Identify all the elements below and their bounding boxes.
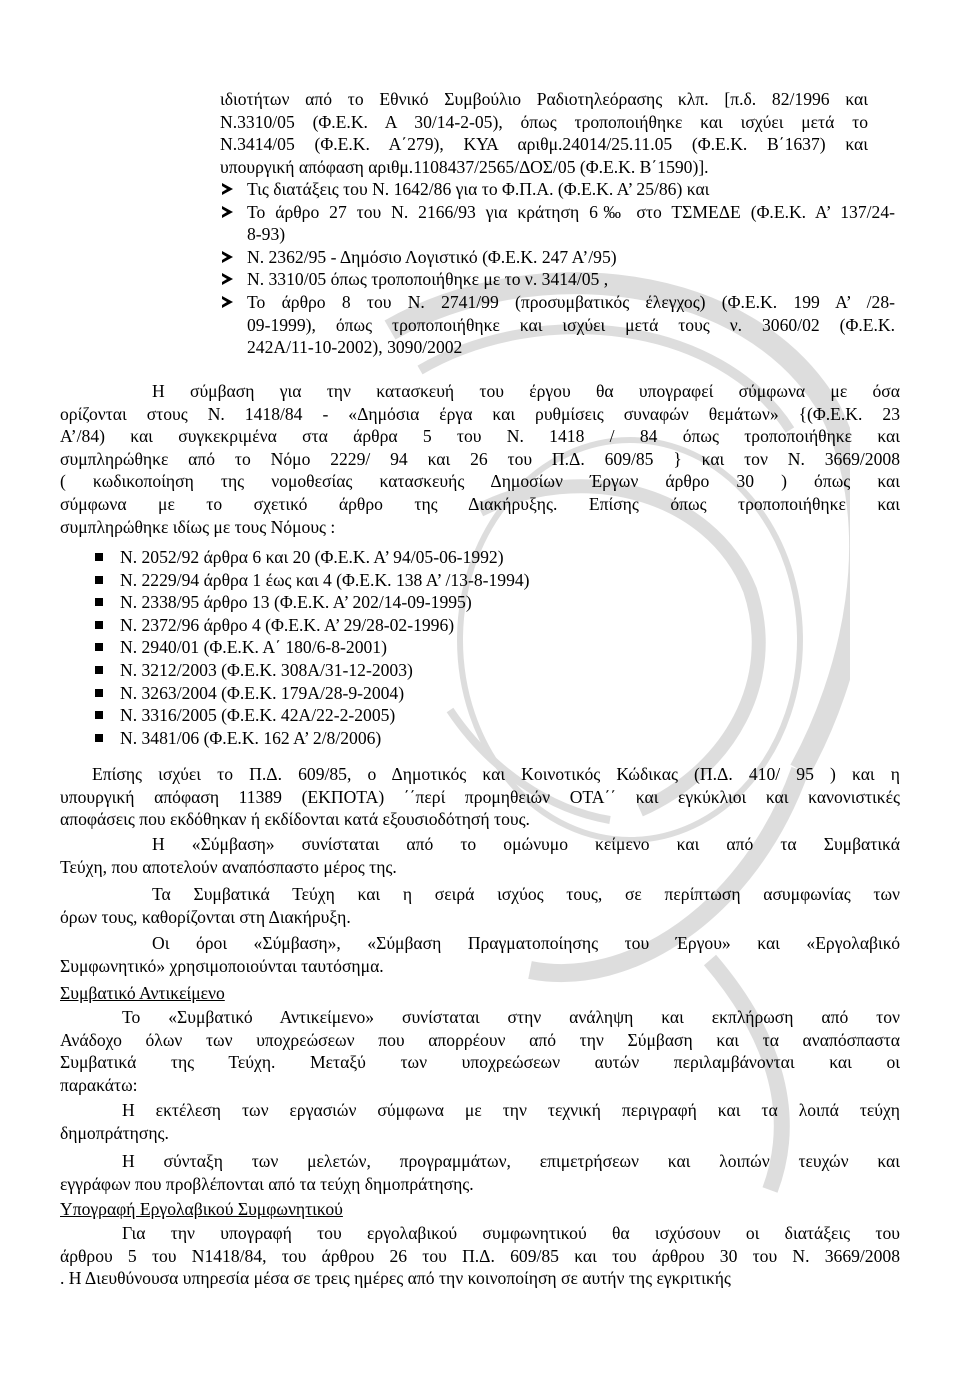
arrow-bullet-icon — [222, 183, 233, 195]
square-bullet-icon — [95, 689, 103, 697]
square-bullet-icon — [95, 643, 103, 651]
section-heading-object: Συμβατικό Αντικείμενο — [60, 983, 225, 1003]
terms-para-line: Συμφωνητικό» χρησιμοποιούνται ταυτόσημα. — [60, 955, 384, 976]
also-para-line: Επίσης ισχύει το Π.Δ. 609/85, ο Δημοτικός και Κοινοτικός Κώδικας (Π.Δ. 410/ 95 ) και η — [92, 764, 900, 784]
arrow-item-line: Το άρθρο 8 του Ν. 2741/99 (προσυμβατικός έλεγχος) (Φ.Ε.Κ. 199 Α’ /28- — [247, 292, 895, 312]
contract-para-line: ορίζονται στους Ν. 1418/84 - «Δημόσια έργα και ρυθμίσεις συναφών θεμάτων» {(Φ.Ε.Κ. 23 — [60, 403, 900, 424]
law-item: Ν. 3263/2004 (Φ.Ε.Κ. 179Α/28-9-2004) — [120, 682, 405, 703]
study-para-line: Η σύνταξη των μελετών, προγραμμάτων, επιμετρήσεων και λοιπών τευχών και — [122, 1151, 900, 1171]
object-para-line: παρακάτω: — [60, 1074, 138, 1095]
square-bullet-icon — [95, 711, 103, 719]
also-para-line: αποφάσεις που εκδόθηκαν ή εκδίδονται κατά εξουσιοδότησή τους. — [60, 809, 530, 830]
contract-para-line: Η σύμβαση για την κατασκευή του έργου θα υπογραφεί σύμφωνα με όσα — [152, 381, 900, 401]
exec-para-line: Η εκτέλεση των εργασιών σύμφωνα με την τεχνική περιγραφή και τα λοιπά τεύχη — [122, 1100, 900, 1120]
law-item: Ν. 2338/95 άρθρο 13 (Φ.Ε.Κ. Α’ 202/14-09-1995) — [120, 592, 472, 613]
section-heading-signature: Υπογραφή Εργολαβικού Συμφωνητικού — [60, 1199, 343, 1219]
contract-para-line: συμπληρώθηκε ιδίως με τους Νόμους : — [60, 516, 336, 537]
arrow-bullet-icon — [222, 296, 233, 308]
teuxi-para-line: Τα Συμβατικά Τεύχη και η σειρά ισχύος τους, σε περίπτωση ασυμφωνίας των — [152, 884, 900, 904]
law-item: Ν. 2229/94 άρθρα 1 έως και 4 (Φ.Ε.Κ. 138 Α’ /13-8-1994) — [120, 569, 530, 590]
arrow-bullet-icon — [222, 251, 233, 263]
arrow-item-line: Τις διατάξεις του Ν. 1642/86 για το Φ.Π.Α. (Φ.Ε.Κ. Α’ 25/86) και — [247, 179, 710, 199]
symvasi-para-line: Τεύχη, που αποτελούν αναπόσπαστο μέρος της. — [60, 856, 397, 877]
study-para-line: εγγράφων που προβλέπονται από τα τεύχη δημοπράτησης. — [60, 1173, 474, 1194]
exec-para-line: δημοπράτησης. — [60, 1122, 169, 1143]
arrow-item-line: Το άρθρο 27 του Ν. 2166/93 για κράτηση 6‰ στο ΤΣΜΕΔΕ (Φ.Ε.Κ. Α’ 137/24- — [247, 201, 895, 222]
sign-para-line: άρθρου 5 του Ν1418/84, του άρθρου 26 του Π.Δ. 609/85 και του άρθρου 30 του Ν. 3669/2008 — [60, 1245, 900, 1266]
teuxi-para-line: όρων τους, καθορίζονται στη Διακήρυξη. — [60, 906, 351, 927]
contract-para-line: ( κωδικοποίηση της νομοθεσίας κατασκευής Δημοσίων Έργων άρθρο 30 ) όπως και — [60, 471, 900, 492]
intro-line: Ν.3310/05 (Φ.Ε.Κ. Α 30/14-2-05), όπως τροποποιήθηκε και ισχύει μετά το — [220, 111, 868, 132]
also-para-line: υπουργική απόφαση 11389 (ΕΚΠΟΤΑ) ΄΄περί προμηθειών ΟΤΑ΄΄ και εγκύκλιοι και κανονιστικές — [60, 786, 900, 807]
intro-line: Ν.3414/05 (Φ.Ε.Κ. Α΄279), ΚΥΑ αριθμ.24014/25.11.05 (Φ.Ε.Κ. Β΄1637) και — [220, 134, 868, 155]
square-bullet-icon — [95, 576, 103, 584]
law-item: Ν. 3316/2005 (Φ.Ε.Κ. 42Α/22-2-2005) — [120, 705, 396, 726]
arrow-item-line: 8-93) — [247, 224, 286, 245]
law-item: Ν. 3212/2003 (Φ.Ε.Κ. 308Α/31-12-2003) — [120, 660, 413, 680]
object-para-line: Το «Συμβατικό Αντικείμενο» συνίσταται στην ανάληψη και εκπλήρωση από τον — [122, 1007, 900, 1027]
law-item: Ν. 2940/01 (Φ.Ε.Κ. Α΄ 180/6-8-2001) — [120, 637, 387, 658]
arrow-item-line: 09-1999), όπως τροποποιήθηκε και ισχύει μετά τους ν. 3060/02 (Φ.Ε.Κ. — [247, 314, 895, 335]
object-para-line: Συμβατικά της Τεύχη. Μεταξύ των υποχρεώσεων αυτών περιλαμβάνονται και οι — [60, 1052, 900, 1073]
square-bullet-icon — [95, 734, 103, 742]
arrow-item-line: Ν. 3310/05 όπως τροποποιήθηκε με το ν. 3414/05 , — [247, 269, 609, 290]
law-item: Ν. 3481/06 (Φ.Ε.Κ. 162 Α’ 2/8/2006) — [120, 727, 382, 748]
law-item: Ν. 2052/92 άρθρα 6 και 20 (Φ.Ε.Κ. Α’ 94/05-06-1992) — [120, 547, 504, 567]
symvasi-para-line: Η «Σύμβαση» συνίσταται από το ομώνυμο κείμενο και από τα Συμβατικά — [152, 834, 900, 854]
arrow-bullet-icon — [222, 206, 233, 218]
sign-para-line: Για την υπογραφή του εργολαβικού συμφωνητικού θα ισχύσουν οι διατάξεις του — [122, 1223, 900, 1243]
square-bullet-icon — [95, 598, 103, 606]
arrow-bullet-icon — [222, 273, 233, 285]
square-bullet-icon — [95, 621, 103, 629]
sign-para-line: . Η Διευθύνουσα υπηρεσία μέσα σε τρεις ημέρες από την κοινοποίηση σε αυτήν της εγκριτικής — [60, 1268, 731, 1289]
contract-para-line: συμπληρώθηκε από το Νόμο 2229/ 94 και 26 του Π.Δ. 609/85 } και τον Ν. 3669/2008 — [60, 448, 900, 469]
square-bullet-icon — [95, 666, 103, 674]
square-bullet-icon — [95, 553, 103, 561]
law-item: Ν. 2372/96 άρθρο 4 (Φ.Ε.Κ. Α’ 29/28-02-1996) — [120, 614, 455, 635]
contract-para-line: σύμφωνα με το σχετικό άρθρο της Διακήρυξης. Επίσης όπως τροποποιήθηκε και — [60, 494, 900, 514]
intro-line: υπουργική απόφαση αριθμ.1108437/2565/ΔΟΣ/05 (Φ.Ε.Κ. Β΄1590)]. — [220, 156, 709, 177]
object-para-line: Ανάδοχο όλων των υποχρεώσεων που απορρέουν από την Σύμβαση και τα αναπόσπαστα — [60, 1029, 900, 1050]
arrow-item-line: Ν. 2362/95 - Δημόσιο Λογιστικό (Φ.Ε.Κ. 247 Α’/95) — [247, 246, 617, 267]
terms-para-line: Οι όροι «Σύμβαση», «Σύμβαση Πραγματοποίησης του Έργου» και «Εργολαβικό — [152, 933, 900, 953]
arrow-item-line: 242Α/11-10-2002), 3090/2002 — [247, 337, 463, 358]
intro-line: ιδιοτήτων από το Εθνικό Συμβούλιο Ραδιοτηλεόρασης κλπ. [π.δ. 82/1996 και — [220, 89, 868, 109]
contract-para-line: Α’/84) και συγκεκριμένα στα άρθρα 5 του Ν. 1418 / 84 όπως τροποποιήθηκε και — [60, 426, 900, 447]
